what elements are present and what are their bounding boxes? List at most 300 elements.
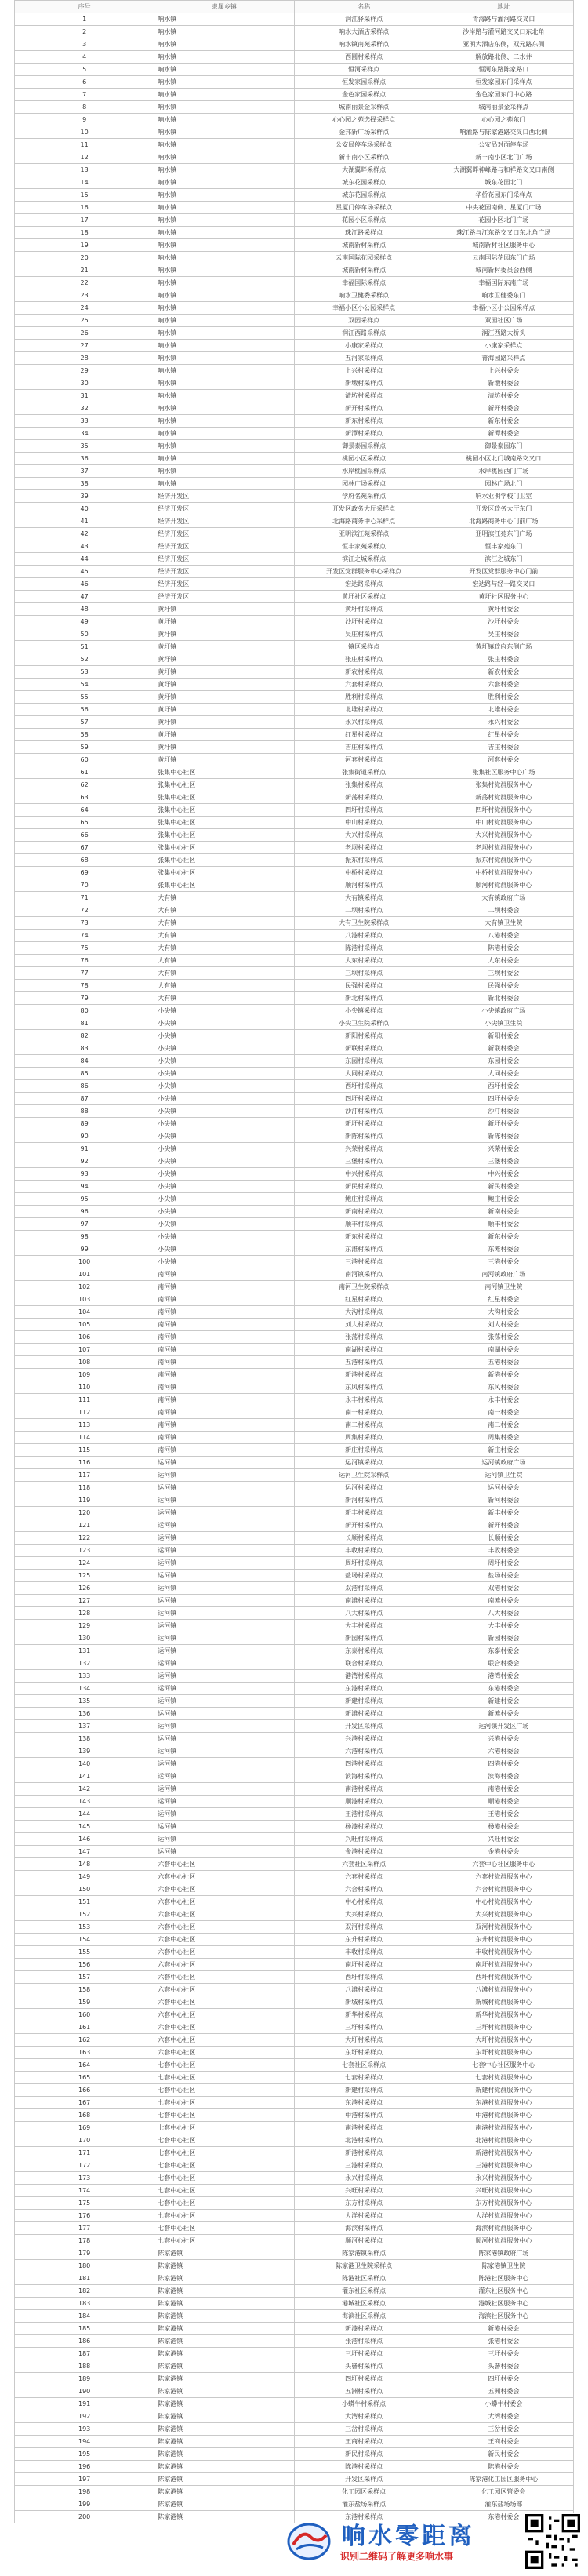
row-index: 6 xyxy=(15,76,154,89)
row-name: 王港村采样点 xyxy=(294,1808,434,1821)
row-name: 吉庄村采样点 xyxy=(294,741,434,754)
table-row xyxy=(15,26,574,38)
row-name: 云南国际花园采样点 xyxy=(294,252,434,264)
table-row xyxy=(15,2398,574,2410)
row-index: 125 xyxy=(15,1570,154,1582)
row-town: 响水镇 xyxy=(154,277,294,289)
row-name: 四圩村采样点 xyxy=(294,1093,434,1105)
row-name: 清坊村采样点 xyxy=(294,390,434,402)
row-address: 运河村委会 xyxy=(434,1482,573,1494)
row-name: 永丰村采样点 xyxy=(294,1394,434,1406)
row-town: 小尖镇 xyxy=(154,1243,294,1256)
row-town: 经济开发区 xyxy=(154,503,294,515)
row-name: 盐场村采样点 xyxy=(294,1570,434,1582)
row-town: 南河镇 xyxy=(154,1356,294,1369)
row-address: 响水亚明学校门卫室 xyxy=(434,490,573,503)
row-index: 169 xyxy=(15,2122,154,2134)
row-address: 东港村党群服务中心 xyxy=(434,2097,573,2109)
logo-icon xyxy=(285,2518,332,2562)
row-index: 164 xyxy=(15,2059,154,2072)
row-index: 29 xyxy=(15,365,154,377)
table-row xyxy=(15,302,574,315)
row-town: 七套中心社区 xyxy=(154,2235,294,2247)
row-name: 新北村采样点 xyxy=(294,992,434,1005)
row-index: 159 xyxy=(15,1996,154,2009)
table-row xyxy=(15,76,574,89)
row-name: 新荡村采样点 xyxy=(294,791,434,804)
row-index: 26 xyxy=(15,327,154,340)
sampling-points-table xyxy=(14,0,574,2523)
row-town: 陈家港镇 xyxy=(154,2298,294,2310)
row-index: 44 xyxy=(15,553,154,566)
table-row xyxy=(15,2185,574,2197)
row-name: 幸福国际采样点 xyxy=(294,277,434,289)
row-name: 兴港村采样点 xyxy=(294,1733,434,1745)
row-name: 顺丰村采样点 xyxy=(294,1218,434,1231)
table-row xyxy=(15,1645,574,1657)
row-town: 响水镇 xyxy=(154,302,294,315)
table-row xyxy=(15,415,574,428)
row-town: 响水镇 xyxy=(154,315,294,327)
table-row xyxy=(15,151,574,164)
row-town: 六套中心社区 xyxy=(154,2034,294,2047)
table-row xyxy=(15,1118,574,1130)
row-address: 顺河村党群服务中心 xyxy=(434,2235,573,2247)
table-row xyxy=(15,1607,574,1620)
row-town: 响水镇 xyxy=(154,289,294,302)
row-index: 94 xyxy=(15,1181,154,1193)
row-name: 大兴村采样点 xyxy=(294,829,434,842)
row-address: 新民村委会 xyxy=(434,1181,573,1193)
row-address: 北港村党群服务中心 xyxy=(434,2134,573,2147)
row-town: 运河镇 xyxy=(154,1708,294,1720)
row-name: 三圩村采样点 xyxy=(294,2348,434,2360)
row-town: 大有镇 xyxy=(154,904,294,917)
row-name: 大圩村采样点 xyxy=(294,2034,434,2047)
row-town: 南河镇 xyxy=(154,1394,294,1406)
row-name: 刘大村采样点 xyxy=(294,1319,434,1331)
row-address: 张集社区服务中心广场 xyxy=(434,766,573,779)
table-row xyxy=(15,1519,574,1532)
table-row xyxy=(15,164,574,176)
row-index: 113 xyxy=(15,1419,154,1432)
row-index: 60 xyxy=(15,754,154,766)
row-address: 园林广场北门 xyxy=(434,478,573,490)
table-row xyxy=(15,1193,574,1206)
table-row xyxy=(15,1168,574,1181)
row-address: 运河镇卫生院 xyxy=(434,1469,573,1482)
row-address: 张集村党群服务中心 xyxy=(434,779,573,791)
row-name: 八大村采样点 xyxy=(294,1607,434,1620)
row-town: 响水镇 xyxy=(154,390,294,402)
row-name: 园林广场采样点 xyxy=(294,478,434,490)
row-town: 七套中心社区 xyxy=(154,2197,294,2210)
table-row xyxy=(15,1946,574,1959)
row-town: 张集中心社区 xyxy=(154,867,294,879)
row-town: 小尖镇 xyxy=(154,1068,294,1080)
row-address: 新庄村委会 xyxy=(434,1444,573,1457)
row-town: 张集中心社区 xyxy=(154,842,294,854)
row-address: 河套村委会 xyxy=(434,754,573,766)
table-row xyxy=(15,1231,574,1243)
row-town: 张集中心社区 xyxy=(154,829,294,842)
row-name: 镇区采样点 xyxy=(294,641,434,653)
row-index: 142 xyxy=(15,1783,154,1796)
row-index: 166 xyxy=(15,2084,154,2097)
table-row xyxy=(15,628,574,641)
row-town: 小尖镇 xyxy=(154,1206,294,1218)
row-town: 经济开发区 xyxy=(154,540,294,553)
row-address: 新农村委会 xyxy=(434,666,573,679)
row-town: 陈家港镇 xyxy=(154,2348,294,2360)
row-index: 7 xyxy=(15,89,154,101)
row-index: 127 xyxy=(15,1595,154,1607)
row-town: 南河镇 xyxy=(154,1306,294,1319)
row-town: 张集中心社区 xyxy=(154,879,294,892)
row-town: 响水镇 xyxy=(154,440,294,453)
row-address: 三圩村委会 xyxy=(434,2348,573,2360)
row-address: 南港村党群服务中心 xyxy=(434,2122,573,2134)
row-town: 六套中心社区 xyxy=(154,1871,294,1883)
table-row xyxy=(15,340,574,352)
row-index: 42 xyxy=(15,528,154,540)
row-address: 北堆村委会 xyxy=(434,704,573,716)
row-address: 顺港村委会 xyxy=(434,1796,573,1808)
row-town: 七套中心社区 xyxy=(154,2097,294,2109)
row-address: 盐场村委会 xyxy=(434,1570,573,1582)
row-address: 六套中心社区服务中心 xyxy=(434,1858,573,1871)
row-town: 运河镇 xyxy=(154,1796,294,1808)
row-name: 双河村采样点 xyxy=(294,1921,434,1934)
table-row xyxy=(15,2097,574,2109)
table-row xyxy=(15,729,574,741)
table-row xyxy=(15,2147,574,2159)
row-index: 119 xyxy=(15,1494,154,1507)
row-name: 大丰村采样点 xyxy=(294,1620,434,1632)
row-town: 六套中心社区 xyxy=(154,1908,294,1921)
row-index: 53 xyxy=(15,666,154,679)
row-address: 大沟村委会 xyxy=(434,1306,573,1319)
row-address: 西圩村党群服务中心 xyxy=(434,1971,573,1984)
row-town: 运河镇 xyxy=(154,1482,294,1494)
row-name: 运河村采样点 xyxy=(294,1482,434,1494)
row-name: 城南丽景金采样点 xyxy=(294,101,434,114)
row-index: 49 xyxy=(15,616,154,628)
table-row xyxy=(15,2335,574,2348)
row-index: 19 xyxy=(15,239,154,252)
table-body xyxy=(15,13,574,2523)
row-town: 陈家港镇 xyxy=(154,2486,294,2498)
row-address: 恒丰家苑东门 xyxy=(434,540,573,553)
row-address: 新荡村党群服务中心 xyxy=(434,791,573,804)
table-row xyxy=(15,1105,574,1118)
row-address: 东港村委会 xyxy=(434,2511,573,2523)
row-town: 响水镇 xyxy=(154,126,294,139)
row-address: 兴荣村委会 xyxy=(434,1143,573,1155)
row-town: 大有镇 xyxy=(154,980,294,992)
table-row xyxy=(15,1482,574,1494)
row-name: 张集村采样点 xyxy=(294,779,434,791)
row-town: 六套中心社区 xyxy=(154,1996,294,2009)
row-address: 黄圩社区服务中心 xyxy=(434,591,573,603)
row-town: 陈家港镇 xyxy=(154,2323,294,2335)
row-index: 144 xyxy=(15,1808,154,1821)
row-address: 新建村党群服务中心 xyxy=(434,2084,573,2097)
row-name: 东港村采样点 xyxy=(294,1683,434,1695)
row-town: 六套中心社区 xyxy=(154,1896,294,1908)
row-town: 运河镇 xyxy=(154,1683,294,1695)
row-index: 131 xyxy=(15,1645,154,1657)
row-index: 40 xyxy=(15,503,154,515)
row-index: 54 xyxy=(15,679,154,691)
row-name: 六合村采样点 xyxy=(294,1883,434,1896)
row-index: 21 xyxy=(15,264,154,277)
row-town: 张集中心社区 xyxy=(154,854,294,867)
table-row xyxy=(15,1582,574,1595)
table-row xyxy=(15,1042,574,1055)
table-row xyxy=(15,942,574,955)
row-name: 顺河村采样点 xyxy=(294,2235,434,2247)
row-index: 117 xyxy=(15,1469,154,1482)
row-town: 响水镇 xyxy=(154,415,294,428)
row-address: 陈家港镇卫生院 xyxy=(434,2260,573,2272)
row-name: 珠江路采样点 xyxy=(294,227,434,239)
row-index: 20 xyxy=(15,252,154,264)
header-name: 名称 xyxy=(294,1,434,13)
row-index: 132 xyxy=(15,1657,154,1670)
row-name: 六套村采样点 xyxy=(294,1871,434,1883)
table-row xyxy=(15,1984,574,1996)
row-name: 八港村采样点 xyxy=(294,930,434,942)
row-address: 金港村委会 xyxy=(434,1846,573,1858)
row-address: 新东村委会 xyxy=(434,415,573,428)
row-address: 刘大村委会 xyxy=(434,1319,573,1331)
row-name: 陈家港卫生院采样点 xyxy=(294,2260,434,2272)
row-index: 92 xyxy=(15,1155,154,1168)
table-row xyxy=(15,842,574,854)
row-address: 东风村委会 xyxy=(434,1381,573,1394)
row-name: 丰收村采样点 xyxy=(294,1545,434,1557)
row-address: 南一村委会 xyxy=(434,1406,573,1419)
row-index: 101 xyxy=(15,1268,154,1281)
row-address: 桃园小区北门城南路交叉口 xyxy=(434,453,573,465)
row-town: 六套中心社区 xyxy=(154,1946,294,1959)
row-town: 运河镇 xyxy=(154,1507,294,1519)
row-town: 南河镇 xyxy=(154,1268,294,1281)
row-address: 港城社区服务中心 xyxy=(434,2298,573,2310)
row-town: 七套中心社区 xyxy=(154,2172,294,2185)
row-town: 陈家港镇 xyxy=(154,2448,294,2461)
row-name: 东方村采样点 xyxy=(294,2197,434,2210)
row-index: 98 xyxy=(15,1231,154,1243)
row-name: 运河镇采样点 xyxy=(294,1457,434,1469)
table-row xyxy=(15,1055,574,1068)
row-name: 新庄村采样点 xyxy=(294,1444,434,1457)
row-address: 吉庄村委会 xyxy=(434,741,573,754)
row-town: 经济开发区 xyxy=(154,528,294,540)
row-town: 陈家港镇 xyxy=(154,2272,294,2285)
table-row xyxy=(15,804,574,817)
row-town: 六套中心社区 xyxy=(154,1971,294,1984)
row-index: 15 xyxy=(15,189,154,202)
row-name: 新建村采样点 xyxy=(294,1695,434,1708)
row-town: 六套中心社区 xyxy=(154,1883,294,1896)
row-address: 兴港村委会 xyxy=(434,1733,573,1745)
row-name: 大沟村采样点 xyxy=(294,1306,434,1319)
row-town: 响水镇 xyxy=(154,264,294,277)
row-name: 七套村采样点 xyxy=(294,2072,434,2084)
row-town: 小尖镇 xyxy=(154,1005,294,1017)
row-address: 胜利村委会 xyxy=(434,691,573,704)
table-row xyxy=(15,1532,574,1545)
row-town: 小尖镇 xyxy=(154,1181,294,1193)
row-town: 南河镇 xyxy=(154,1406,294,1419)
row-address: 云南国际花园东门广场 xyxy=(434,252,573,264)
table-row xyxy=(15,515,574,528)
row-index: 52 xyxy=(15,653,154,666)
row-name: 灌东社区采样点 xyxy=(294,2285,434,2298)
row-name: 大同村采样点 xyxy=(294,1068,434,1080)
row-town: 黄圩镇 xyxy=(154,666,294,679)
row-address: 大兴村党群服务中心 xyxy=(434,829,573,842)
row-name: 西圩村采样点 xyxy=(294,1971,434,1984)
row-town: 陈家港镇 xyxy=(154,2473,294,2486)
row-name: 三港村采样点 xyxy=(294,1256,434,1268)
row-town: 七套中心社区 xyxy=(154,2059,294,2072)
row-town: 运河镇 xyxy=(154,1557,294,1570)
table-row xyxy=(15,1695,574,1708)
row-name: 公安局停车场采样点 xyxy=(294,139,434,151)
row-index: 28 xyxy=(15,352,154,365)
row-index: 16 xyxy=(15,202,154,214)
row-town: 南河镇 xyxy=(154,1369,294,1381)
row-address: 大洋村党群服务中心 xyxy=(434,2210,573,2222)
row-index: 64 xyxy=(15,804,154,817)
row-index: 138 xyxy=(15,1733,154,1745)
row-address: 滨江之城东门 xyxy=(434,553,573,566)
row-index: 173 xyxy=(15,2172,154,2185)
row-index: 59 xyxy=(15,741,154,754)
row-address: 滨海村委会 xyxy=(434,1770,573,1783)
row-address: 新潭村委会 xyxy=(434,428,573,440)
table-row xyxy=(15,1143,574,1155)
row-town: 运河镇 xyxy=(154,1582,294,1595)
row-town: 运河镇 xyxy=(154,1632,294,1645)
row-index: 177 xyxy=(15,2222,154,2235)
table-row xyxy=(15,101,574,114)
row-name: 东泰村采样点 xyxy=(294,1645,434,1657)
row-town: 响水镇 xyxy=(154,26,294,38)
row-town: 陈家港镇 xyxy=(154,2410,294,2423)
row-address: 花园小区北门广场 xyxy=(434,214,573,227)
row-address: 大东村委会 xyxy=(434,955,573,967)
row-index: 197 xyxy=(15,2473,154,2486)
row-address: 东圩村党群服务中心 xyxy=(434,2047,573,2059)
row-name: 陈港村采样点 xyxy=(294,942,434,955)
row-address: 珠江路与江东路交叉口东北角广场 xyxy=(434,227,573,239)
row-index: 66 xyxy=(15,829,154,842)
table-row xyxy=(15,666,574,679)
row-index: 99 xyxy=(15,1243,154,1256)
row-town: 小尖镇 xyxy=(154,1256,294,1268)
row-name: 黄圩社区采样点 xyxy=(294,591,434,603)
row-town: 南河镇 xyxy=(154,1281,294,1293)
row-index: 198 xyxy=(15,2486,154,2498)
table-row xyxy=(15,2159,574,2172)
row-index: 149 xyxy=(15,1871,154,1883)
row-index: 57 xyxy=(15,716,154,729)
row-name: 六港村采样点 xyxy=(294,1745,434,1758)
table-row xyxy=(15,1306,574,1319)
row-name: 二坝村采样点 xyxy=(294,904,434,917)
table-row xyxy=(15,917,574,930)
row-town: 大有镇 xyxy=(154,955,294,967)
row-name: 三岔村采样点 xyxy=(294,2423,434,2436)
row-index: 155 xyxy=(15,1946,154,1959)
row-town: 陈家港镇 xyxy=(154,2498,294,2511)
row-town: 南河镇 xyxy=(154,1444,294,1457)
row-name: 兴旺村采样点 xyxy=(294,1833,434,1846)
row-town: 运河镇 xyxy=(154,1758,294,1770)
row-index: 105 xyxy=(15,1319,154,1331)
row-name: 王商村采样点 xyxy=(294,2436,434,2448)
row-index: 156 xyxy=(15,1959,154,1971)
table-row xyxy=(15,616,574,628)
row-name: 新丰南小区采样点 xyxy=(294,151,434,164)
row-name: 双园采样点 xyxy=(294,315,434,327)
row-index: 70 xyxy=(15,879,154,892)
row-name: 张荡村采样点 xyxy=(294,1331,434,1344)
table-row xyxy=(15,1281,574,1293)
row-town: 大有镇 xyxy=(154,917,294,930)
row-town: 黄圩镇 xyxy=(154,653,294,666)
row-address: 沙岸路与灌河路交叉口东北角 xyxy=(434,26,573,38)
row-town: 张集中心社区 xyxy=(154,817,294,829)
row-town: 南河镇 xyxy=(154,1419,294,1432)
table-row xyxy=(15,453,574,465)
row-name: 新民村采样点 xyxy=(294,1181,434,1193)
row-index: 67 xyxy=(15,842,154,854)
row-name: 四圩村采样点 xyxy=(294,2373,434,2385)
row-index: 43 xyxy=(15,540,154,553)
row-name: 南河镇采样点 xyxy=(294,1268,434,1281)
table-row xyxy=(15,2222,574,2235)
row-town: 大有镇 xyxy=(154,930,294,942)
table-row xyxy=(15,64,574,76)
row-index: 181 xyxy=(15,2272,154,2285)
table-row xyxy=(15,2498,574,2511)
table-row xyxy=(15,176,574,189)
row-address: 小尖镇政府广场 xyxy=(434,1005,573,1017)
row-name: 化工园区采样点 xyxy=(294,2486,434,2498)
row-index: 8 xyxy=(15,101,154,114)
row-address: 八大村委会 xyxy=(434,1607,573,1620)
row-town: 南河镇 xyxy=(154,1344,294,1356)
row-index: 161 xyxy=(15,2021,154,2034)
row-name: 六套村采样点 xyxy=(294,679,434,691)
row-address: 双河村党群服务中心 xyxy=(434,1921,573,1934)
row-name: 中心村采样点 xyxy=(294,1896,434,1908)
row-town: 经济开发区 xyxy=(154,490,294,503)
row-name: 陈港社区采样点 xyxy=(294,2272,434,2285)
row-town: 七套中心社区 xyxy=(154,2159,294,2172)
row-address: 小蟒牛村委会 xyxy=(434,2398,573,2410)
row-address: 陈港社区服务中心 xyxy=(434,2272,573,2285)
row-name: 润江驿采样点 xyxy=(294,13,434,26)
table-row xyxy=(15,653,574,666)
row-name: 开发区采样点 xyxy=(294,1720,434,1733)
table-row xyxy=(15,139,574,151)
